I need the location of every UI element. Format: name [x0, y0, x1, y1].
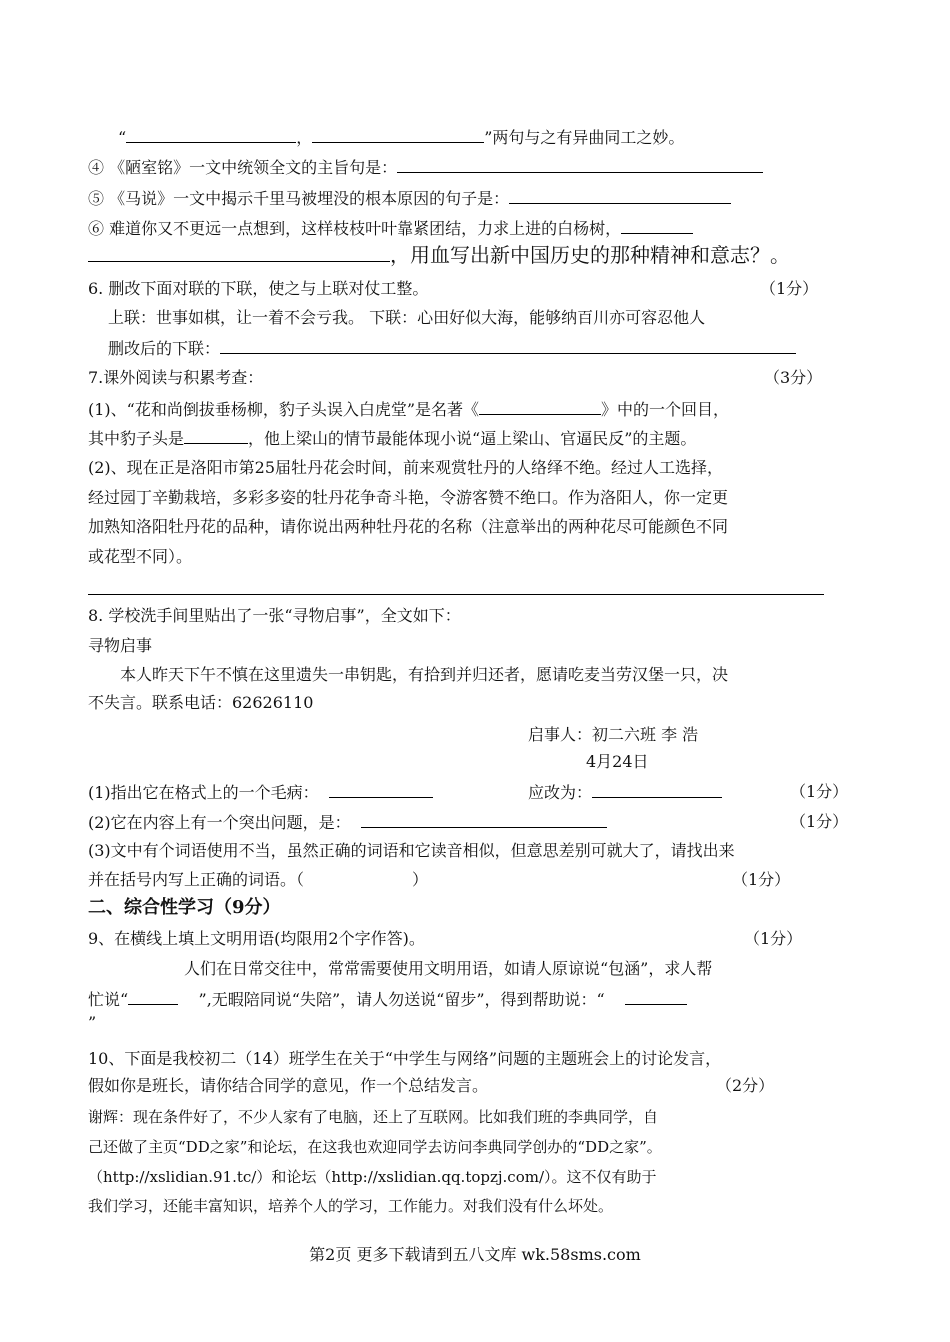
section-heading: 二、综合性学习（9分）	[88, 897, 281, 918]
score-q9: （1分）	[744, 929, 803, 948]
answer-blank[interactable]	[128, 988, 178, 1005]
answer-blank[interactable]	[479, 398, 601, 415]
q9-line1: 人们在日常交往中，常常需要使用文明用语，如请人原谅说“包涵”，求人帮	[184, 959, 713, 978]
line-5: ，用血写出新中国历史的那种精神和意志？。	[88, 244, 790, 266]
notice-body-1: 本人昨天下午不慎在这里遗失一串钥匙，有拾到并归还者，愿请吃麦当劳汉堡一只，决	[120, 665, 729, 684]
notice-title: 寻物启事	[88, 636, 153, 655]
question-9: 9、在横线上填上文明用语(均限用2个字作答)。	[88, 929, 425, 948]
answer-blank[interactable]	[509, 187, 731, 204]
q9-line2: 忙说“ ”,无暇陪同说“失陪”，请人勿送说“留步”，得到帮助说：“	[88, 988, 687, 1011]
answer-blank[interactable]	[312, 126, 484, 143]
q8-part1: (1)指出它在格式上的一个毛病：	[88, 781, 433, 804]
line-4: ⑥ 难道你又不更远一点想到，这样枝枝叶叶靠紧团结，力求上进的白杨树，	[88, 217, 693, 240]
q7-part1-b: 其中豹子头是 ，他上梁山的情节最能体现小说“逼上梁山、官逼民反”的主题。	[88, 429, 697, 448]
answer-blank[interactable]	[361, 811, 607, 828]
page-footer: 第2页 更多下载请到五八文库 wk.58sms.com	[309, 1245, 641, 1264]
question-6: 6. 删改下面对联的下联，使之与上联对仗工整。	[88, 279, 429, 298]
score-q8-3: （1分）	[732, 870, 791, 889]
line-2: ④ 《陋室铭》一文中统领全文的主旨句是：	[88, 156, 763, 179]
notice-date: 4月24日	[586, 752, 649, 771]
answer-blank[interactable]	[329, 781, 433, 798]
q8-part1-fix: 应改为：	[528, 781, 722, 804]
answer-blank[interactable]	[625, 988, 687, 1005]
notice-signature: 启事人：初二六班 李 浩	[528, 725, 699, 744]
answer-blank[interactable]	[592, 781, 722, 798]
q8-part3-b: 并在括号内写上正确的词语。（ ）	[88, 870, 429, 889]
discussion-line1: 谢辉：现在条件好了，不少人家有了电脑，还上了互联网。比如我们班的李典同学，自	[88, 1108, 659, 1126]
discussion-line3: （http://xslidian.91.tc/）和论坛（http://xslidian.qq.topzj.com/）。这不仅有助于	[88, 1168, 657, 1186]
answer-blank[interactable]	[220, 337, 796, 354]
q7-part2-line3: 加熟知洛阳牡丹花的品种，请你说出两种牡丹花的名称（注意举出的两种花尽可能颜色不同	[88, 517, 729, 536]
q7-part2-line2: 经过园丁辛勤栽培，多彩多姿的牡丹花争奇斗艳，令游客赞不绝口。作为洛阳人，你一定更	[88, 488, 729, 507]
question-8: 8. 学校洗手间里贴出了一张“寻物启事”，全文如下：	[88, 606, 461, 625]
score-q8-2: （1分）	[790, 812, 849, 831]
question-10-line1: 10、下面是我校初二（14）班学生在关于“中学生与网络”问题的主题班会上的讨论发言，	[88, 1049, 722, 1068]
q8-part3-a: (3)文中有个词语使用不当，虽然正确的词语和它读音相似，但意思差别可就大了，请找出来	[88, 841, 735, 860]
couplet: 上联：世事如棋，让一着不会亏我。 下联：心田好似大海，能够纳百川亦可容忍他人	[108, 308, 706, 327]
discussion-line4: 我们学习，还能丰富知识，培养个人的学习，工作能力。对我们没有什么坏处。	[88, 1197, 614, 1215]
answer-line[interactable]	[88, 594, 824, 595]
line-1: “ ， ”两句与之有异曲同工之妙。	[118, 128, 685, 147]
score-q7: （3分）	[764, 368, 823, 387]
q9-line3: ”	[88, 1013, 97, 1032]
line-3: ⑤ 《马说》一文中揭示千里马被埋没的根本原因的句子是：	[88, 187, 731, 210]
q7-part2-line4: 或花型不同）。	[88, 547, 193, 566]
couplet-answer: 删改后的下联：	[108, 337, 796, 360]
notice-body-2: 不失言。联系电话：62626110	[88, 693, 314, 712]
answer-blank[interactable]	[126, 126, 296, 143]
answer-blank[interactable]	[88, 245, 390, 262]
score-q6: （1分）	[760, 279, 819, 298]
score-q10: （2分）	[716, 1076, 775, 1095]
q7-part2-line1: (2)、现在正是洛阳市第25届牡丹花会时间，前来观赏牡丹的人络绎不绝。经过人工选择，	[88, 458, 724, 477]
question-10-line2: 假如你是班长，请你结合同学的意见，作一个总结发言。	[88, 1076, 489, 1095]
answer-blank[interactable]	[184, 427, 248, 444]
question-7: 7.课外阅读与积累考查：	[88, 368, 264, 387]
discussion-line2: 己还做了主页“DD之家”和论坛，在这我也欢迎同学去访问李典同学创办的“DD之家”。	[88, 1138, 662, 1156]
answer-blank[interactable]	[397, 156, 763, 173]
q7-part1-a: (1)、“花和尚倒拔垂杨柳，豹子头误入白虎堂”是名著《 》中的一个回目，	[88, 400, 730, 419]
score-q8-1: （1分）	[790, 782, 849, 801]
answer-blank[interactable]	[621, 217, 693, 234]
q8-part2: (2)它在内容上有一个突出问题，是：	[88, 811, 607, 834]
